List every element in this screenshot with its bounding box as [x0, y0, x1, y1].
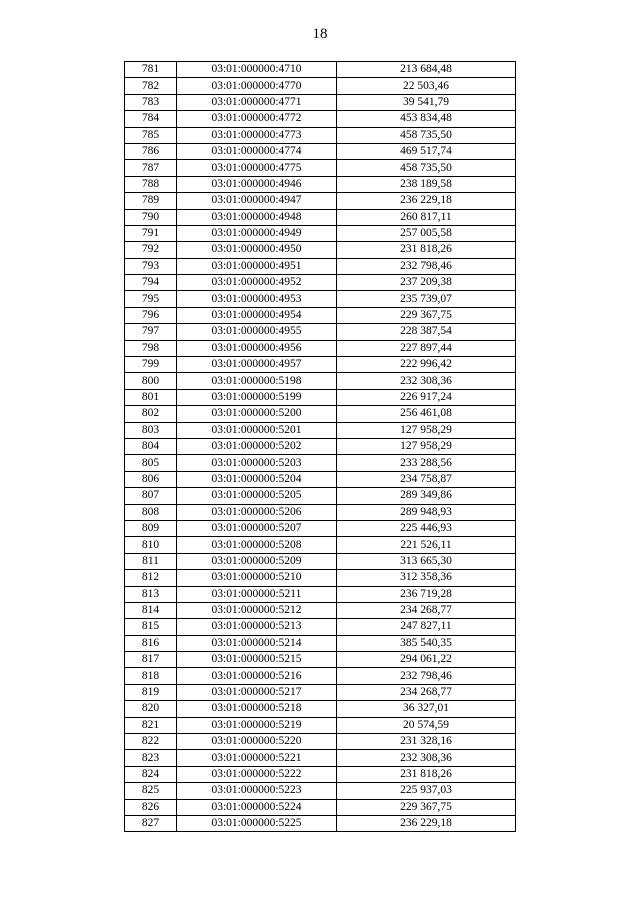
- cadastral-value-cell: 294 061,22: [337, 652, 516, 668]
- row-number-cell: 811: [125, 553, 177, 569]
- row-number-cell: 804: [125, 438, 177, 454]
- row-number-cell: 814: [125, 602, 177, 618]
- cadastral-number-cell: 03:01:000000:4954: [177, 307, 337, 323]
- cadastral-value-cell: 232 308,36: [337, 373, 516, 389]
- cadastral-value-cell: 231 328,16: [337, 734, 516, 750]
- row-number-cell: 783: [125, 94, 177, 110]
- cadastral-number-cell: 03:01:000000:5210: [177, 570, 337, 586]
- cadastral-value-cell: 225 937,03: [337, 783, 516, 799]
- cadastral-value-cell: 221 526,11: [337, 537, 516, 553]
- cadastral-value-cell: 227 897,44: [337, 340, 516, 356]
- table-body: [125, 62, 516, 832]
- cadastral-number-cell: 03:01:000000:4774: [177, 143, 337, 159]
- cadastral-number-cell: 03:01:000000:5205: [177, 488, 337, 504]
- cadastral-value-cell: 20 574,59: [337, 717, 516, 733]
- table-row: [125, 438, 516, 454]
- cadastral-number-cell: 03:01:000000:5219: [177, 717, 337, 733]
- cadastral-value-cell: 235 739,07: [337, 291, 516, 307]
- cadastral-value-cell: 237 209,38: [337, 275, 516, 291]
- row-number-cell: 802: [125, 406, 177, 422]
- table-row: [125, 504, 516, 520]
- cadastral-value-cell: 228 387,54: [337, 324, 516, 340]
- row-number-cell: 825: [125, 783, 177, 799]
- cadastral-number-cell: 03:01:000000:5217: [177, 684, 337, 700]
- cadastral-number-cell: 03:01:000000:4955: [177, 324, 337, 340]
- table-row: [125, 652, 516, 668]
- table-row: [125, 422, 516, 438]
- table-row: [125, 160, 516, 176]
- row-number-cell: 826: [125, 799, 177, 815]
- table-row: [125, 111, 516, 127]
- table-row: [125, 570, 516, 586]
- cadastral-value-cell: 213 684,48: [337, 62, 516, 78]
- cadastral-number-cell: 03:01:000000:4710: [177, 62, 337, 78]
- cadastral-value-cell: 36 327,01: [337, 701, 516, 717]
- table-row: [125, 537, 516, 553]
- cadastral-value-cell: 385 540,35: [337, 635, 516, 651]
- row-number-cell: 800: [125, 373, 177, 389]
- cadastral-number-cell: 03:01:000000:5202: [177, 438, 337, 454]
- cadastral-number-cell: 03:01:000000:4951: [177, 258, 337, 274]
- row-number-cell: 799: [125, 357, 177, 373]
- cadastral-number-cell: 03:01:000000:5218: [177, 701, 337, 717]
- table-row: [125, 209, 516, 225]
- cadastral-number-cell: 03:01:000000:4772: [177, 111, 337, 127]
- cadastral-value-cell: 469 517,74: [337, 143, 516, 159]
- cadastral-value-cell: 127 958,29: [337, 438, 516, 454]
- cadastral-number-cell: 03:01:000000:5199: [177, 389, 337, 405]
- cadastral-value-cell: 22 503,46: [337, 78, 516, 94]
- cadastral-number-cell: 03:01:000000:5208: [177, 537, 337, 553]
- row-number-cell: 815: [125, 619, 177, 635]
- row-number-cell: 796: [125, 307, 177, 323]
- row-number-cell: 785: [125, 127, 177, 143]
- cadastral-value-cell: 234 268,77: [337, 684, 516, 700]
- table-row: [125, 488, 516, 504]
- cadastral-number-cell: 03:01:000000:5225: [177, 815, 337, 831]
- cadastral-number-cell: 03:01:000000:5222: [177, 766, 337, 782]
- cadastral-value-cell: 229 367,75: [337, 799, 516, 815]
- cadastral-number-cell: 03:01:000000:5216: [177, 668, 337, 684]
- row-number-cell: 795: [125, 291, 177, 307]
- cadastral-value-table: [124, 61, 516, 832]
- cadastral-value-cell: 226 917,24: [337, 389, 516, 405]
- row-number-cell: 810: [125, 537, 177, 553]
- cadastral-value-cell: 231 818,26: [337, 766, 516, 782]
- page-number: 18: [312, 26, 328, 42]
- table-row: [125, 783, 516, 799]
- table-row: [125, 242, 516, 258]
- cadastral-number-cell: 03:01:000000:4773: [177, 127, 337, 143]
- table-row: [125, 766, 516, 782]
- cadastral-number-cell: 03:01:000000:5214: [177, 635, 337, 651]
- cadastral-number-cell: 03:01:000000:5198: [177, 373, 337, 389]
- table-row: [125, 193, 516, 209]
- row-number-cell: 792: [125, 242, 177, 258]
- cadastral-value-cell: 238 189,58: [337, 176, 516, 192]
- row-number-cell: 818: [125, 668, 177, 684]
- row-number-cell: 784: [125, 111, 177, 127]
- row-number-cell: 790: [125, 209, 177, 225]
- cadastral-value-cell: 257 005,58: [337, 225, 516, 241]
- cadastral-number-cell: 03:01:000000:5211: [177, 586, 337, 602]
- table-row: [125, 389, 516, 405]
- table-row: [125, 684, 516, 700]
- cadastral-value-cell: 229 367,75: [337, 307, 516, 323]
- cadastral-value-cell: 232 798,46: [337, 258, 516, 274]
- row-number-cell: 791: [125, 225, 177, 241]
- cadastral-value-cell: 39 541,79: [337, 94, 516, 110]
- cadastral-value-cell: 234 268,77: [337, 602, 516, 618]
- row-number-cell: 786: [125, 143, 177, 159]
- row-number-cell: 798: [125, 340, 177, 356]
- table-row: [125, 406, 516, 422]
- table-row: [125, 324, 516, 340]
- table-row: [125, 307, 516, 323]
- cadastral-number-cell: 03:01:000000:5204: [177, 471, 337, 487]
- row-number-cell: 789: [125, 193, 177, 209]
- cadastral-number-cell: 03:01:000000:4770: [177, 78, 337, 94]
- cadastral-value-cell: 236 229,18: [337, 193, 516, 209]
- table-row: [125, 815, 516, 831]
- cadastral-value-cell: 260 817,11: [337, 209, 516, 225]
- cadastral-number-cell: 03:01:000000:4953: [177, 291, 337, 307]
- row-number-cell: 817: [125, 652, 177, 668]
- row-number-cell: 822: [125, 734, 177, 750]
- cadastral-number-cell: 03:01:000000:5220: [177, 734, 337, 750]
- cadastral-number-cell: 03:01:000000:5221: [177, 750, 337, 766]
- row-number-cell: 824: [125, 766, 177, 782]
- cadastral-value-cell: 222 996,42: [337, 357, 516, 373]
- cadastral-number-cell: 03:01:000000:4957: [177, 357, 337, 373]
- table-row: [125, 717, 516, 733]
- cadastral-number-cell: 03:01:000000:4775: [177, 160, 337, 176]
- row-number-cell: 821: [125, 717, 177, 733]
- table-row: [125, 471, 516, 487]
- row-number-cell: 809: [125, 520, 177, 536]
- table-row: [125, 520, 516, 536]
- table-row: [125, 734, 516, 750]
- cadastral-number-cell: 03:01:000000:4946: [177, 176, 337, 192]
- row-number-cell: 807: [125, 488, 177, 504]
- table-row: [125, 340, 516, 356]
- table-row: [125, 373, 516, 389]
- cadastral-number-cell: 03:01:000000:5223: [177, 783, 337, 799]
- row-number-cell: 813: [125, 586, 177, 602]
- cadastral-value-cell: 225 446,93: [337, 520, 516, 536]
- cadastral-number-cell: 03:01:000000:4956: [177, 340, 337, 356]
- row-number-cell: 782: [125, 78, 177, 94]
- cadastral-number-cell: 03:01:000000:5201: [177, 422, 337, 438]
- cadastral-value-cell: 313 665,30: [337, 553, 516, 569]
- cadastral-value-cell: 233 288,56: [337, 455, 516, 471]
- cadastral-number-cell: 03:01:000000:4947: [177, 193, 337, 209]
- table-row: [125, 78, 516, 94]
- cadastral-value-cell: 458 735,50: [337, 127, 516, 143]
- row-number-cell: 806: [125, 471, 177, 487]
- cadastral-value-cell: 289 349,86: [337, 488, 516, 504]
- row-number-cell: 794: [125, 275, 177, 291]
- cadastral-value-cell: 312 358,36: [337, 570, 516, 586]
- table-row: [125, 62, 516, 78]
- cadastral-number-cell: 03:01:000000:5203: [177, 455, 337, 471]
- cadastral-value-cell: 234 758,87: [337, 471, 516, 487]
- table-row: [125, 291, 516, 307]
- row-number-cell: 781: [125, 62, 177, 78]
- row-number-cell: 827: [125, 815, 177, 831]
- row-number-cell: 793: [125, 258, 177, 274]
- row-number-cell: 820: [125, 701, 177, 717]
- cadastral-value-cell: 247 827,11: [337, 619, 516, 635]
- cadastral-number-cell: 03:01:000000:5209: [177, 553, 337, 569]
- row-number-cell: 812: [125, 570, 177, 586]
- row-number-cell: 787: [125, 160, 177, 176]
- table-row: [125, 275, 516, 291]
- cadastral-number-cell: 03:01:000000:5200: [177, 406, 337, 422]
- cadastral-value-cell: 232 308,36: [337, 750, 516, 766]
- cadastral-number-cell: 03:01:000000:4948: [177, 209, 337, 225]
- table-row: [125, 258, 516, 274]
- row-number-cell: 805: [125, 455, 177, 471]
- row-number-cell: 788: [125, 176, 177, 192]
- table-row: [125, 799, 516, 815]
- cadastral-number-cell: 03:01:000000:5212: [177, 602, 337, 618]
- cadastral-number-cell: 03:01:000000:5215: [177, 652, 337, 668]
- cadastral-value-cell: 231 818,26: [337, 242, 516, 258]
- cadastral-number-cell: 03:01:000000:4949: [177, 225, 337, 241]
- table-row: [125, 357, 516, 373]
- cadastral-number-cell: 03:01:000000:4952: [177, 275, 337, 291]
- row-number-cell: 797: [125, 324, 177, 340]
- cadastral-value-cell: 453 834,48: [337, 111, 516, 127]
- table-row: [125, 701, 516, 717]
- cadastral-number-cell: 03:01:000000:5224: [177, 799, 337, 815]
- table-row: [125, 668, 516, 684]
- cadastral-number-cell: 03:01:000000:5206: [177, 504, 337, 520]
- row-number-cell: 801: [125, 389, 177, 405]
- cadastral-number-cell: 03:01:000000:5207: [177, 520, 337, 536]
- table-row: [125, 225, 516, 241]
- row-number-cell: 808: [125, 504, 177, 520]
- cadastral-value-cell: 289 948,93: [337, 504, 516, 520]
- cadastral-number-cell: 03:01:000000:4771: [177, 94, 337, 110]
- table-row: [125, 455, 516, 471]
- row-number-cell: 819: [125, 684, 177, 700]
- row-number-cell: 816: [125, 635, 177, 651]
- table-row: [125, 94, 516, 110]
- table-row: [125, 553, 516, 569]
- cadastral-number-cell: 03:01:000000:4950: [177, 242, 337, 258]
- table-row: [125, 127, 516, 143]
- table-row: [125, 619, 516, 635]
- table-row: [125, 635, 516, 651]
- table-row: [125, 602, 516, 618]
- cadastral-value-cell: 236 719,28: [337, 586, 516, 602]
- table-row: [125, 143, 516, 159]
- table-row: [125, 586, 516, 602]
- row-number-cell: 803: [125, 422, 177, 438]
- table-row: [125, 176, 516, 192]
- cadastral-value-cell: 458 735,50: [337, 160, 516, 176]
- cadastral-value-cell: 256 461,08: [337, 406, 516, 422]
- cadastral-value-cell: 232 798,46: [337, 668, 516, 684]
- cadastral-value-cell: 236 229,18: [337, 815, 516, 831]
- row-number-cell: 823: [125, 750, 177, 766]
- cadastral-value-cell: 127 958,29: [337, 422, 516, 438]
- cadastral-number-cell: 03:01:000000:5213: [177, 619, 337, 635]
- table-row: [125, 750, 516, 766]
